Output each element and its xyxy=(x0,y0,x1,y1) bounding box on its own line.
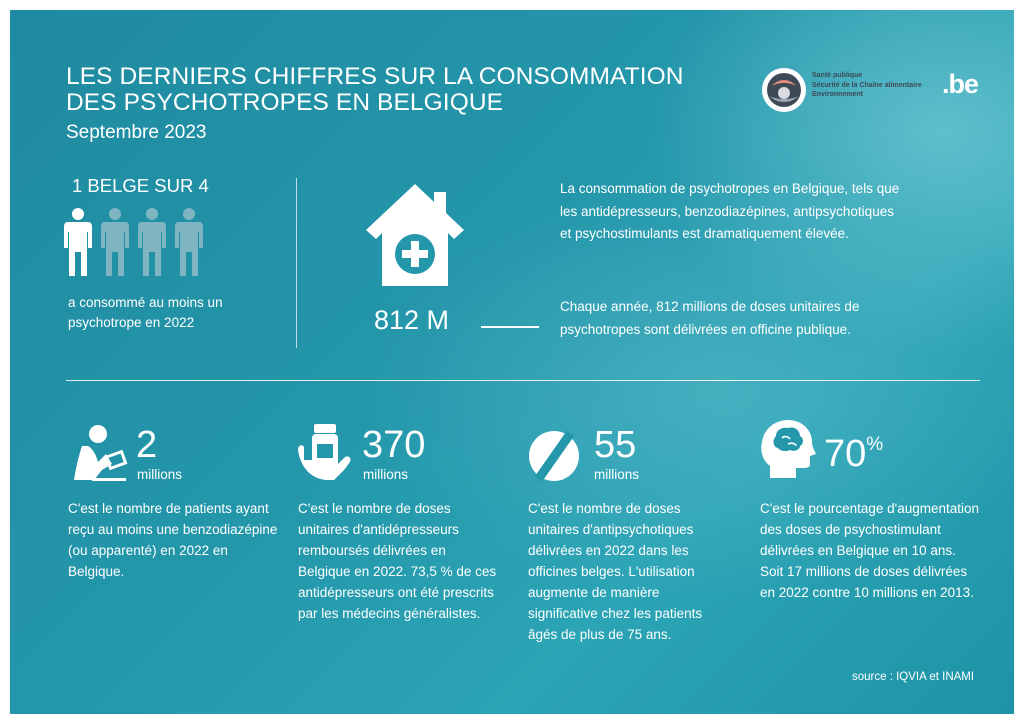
vertical-divider xyxy=(296,178,297,348)
stat-unit: % xyxy=(866,434,884,455)
stat-number: 2 xyxy=(136,424,158,466)
page-title: LES DERNIERS CHIFFRES SUR LA CONSOMMATION DES PSYCHOTROPES EN BELGIQUE xyxy=(66,63,684,116)
stat-number: 70% xyxy=(824,433,884,475)
person-icon xyxy=(101,208,129,276)
person-icon xyxy=(138,208,166,276)
stat-unit: millions xyxy=(594,467,640,482)
org-name: Santé publique Sécurité de la Chaîne alimentaire Environnement xyxy=(812,72,922,98)
be-logo: .be xyxy=(942,69,979,99)
person-highlighted-icon xyxy=(64,208,92,276)
page-subtitle: Septembre 2023 xyxy=(66,122,207,143)
stat-description: C'est le nombre de patients ayant reçu au moins une benzodiazépine (ou apparenté) en 2022 en Belgique. xyxy=(68,501,278,579)
horizontal-divider xyxy=(66,380,980,381)
pharmacy-house-icon xyxy=(360,178,470,290)
pill-bottle-hand-icon xyxy=(294,420,356,482)
people-icons xyxy=(62,208,212,278)
head-brain-icon xyxy=(756,418,818,480)
connector-line xyxy=(481,326,539,328)
stat-number: 370 xyxy=(362,424,426,466)
doses-context: La consommation de psychotropes en Belgique, tels que les antidépresseurs, benzodiazépines, antipsychotiques et psychostimulants est dramatiquement élevée. xyxy=(560,181,900,241)
person-icon xyxy=(175,208,203,276)
spf-logo-icon xyxy=(762,68,806,112)
stat-unit: millions xyxy=(137,467,183,482)
patient-laptop-icon xyxy=(68,424,130,486)
stat-description: C'est le nombre de doses unitaires d'antidépresseurs remboursés délivrées en Belgique en 2022. 73,5 % de ces antidépresseurs ont été prescrits par les médecins généralistes. xyxy=(298,501,497,621)
stat-description: C'est le nombre de doses unitaires d'antipsychotiques délivrées en 2022 dans les officines belges. L'utilisation augmente de manière significative chez les patients âgés de plus de 75 ans. xyxy=(528,501,703,642)
stat-number: 55 xyxy=(594,424,637,466)
doses-description: Chaque année, 812 millions de doses unitaires de psychotropes sont délivrées en officine publique. xyxy=(560,299,860,337)
stat-description: C'est le pourcentage d'augmentation des doses de psychostimulant délivrées en Belgique en 10 ans. Soit 17 millions de doses délivrées en 2022 contre 10 millions en 2013. xyxy=(760,501,980,600)
doses-total: 812 M xyxy=(374,305,450,335)
infographic-card xyxy=(10,10,1014,714)
stat-unit: millions xyxy=(363,467,409,482)
ratio-description: a consommé au moins un psychotrope en 2022 xyxy=(68,295,223,330)
source-note: source : IQVIA et INAMI xyxy=(852,671,975,683)
pill-icon xyxy=(524,426,586,488)
ratio-title: 1 BELGE SUR 4 xyxy=(72,175,209,196)
